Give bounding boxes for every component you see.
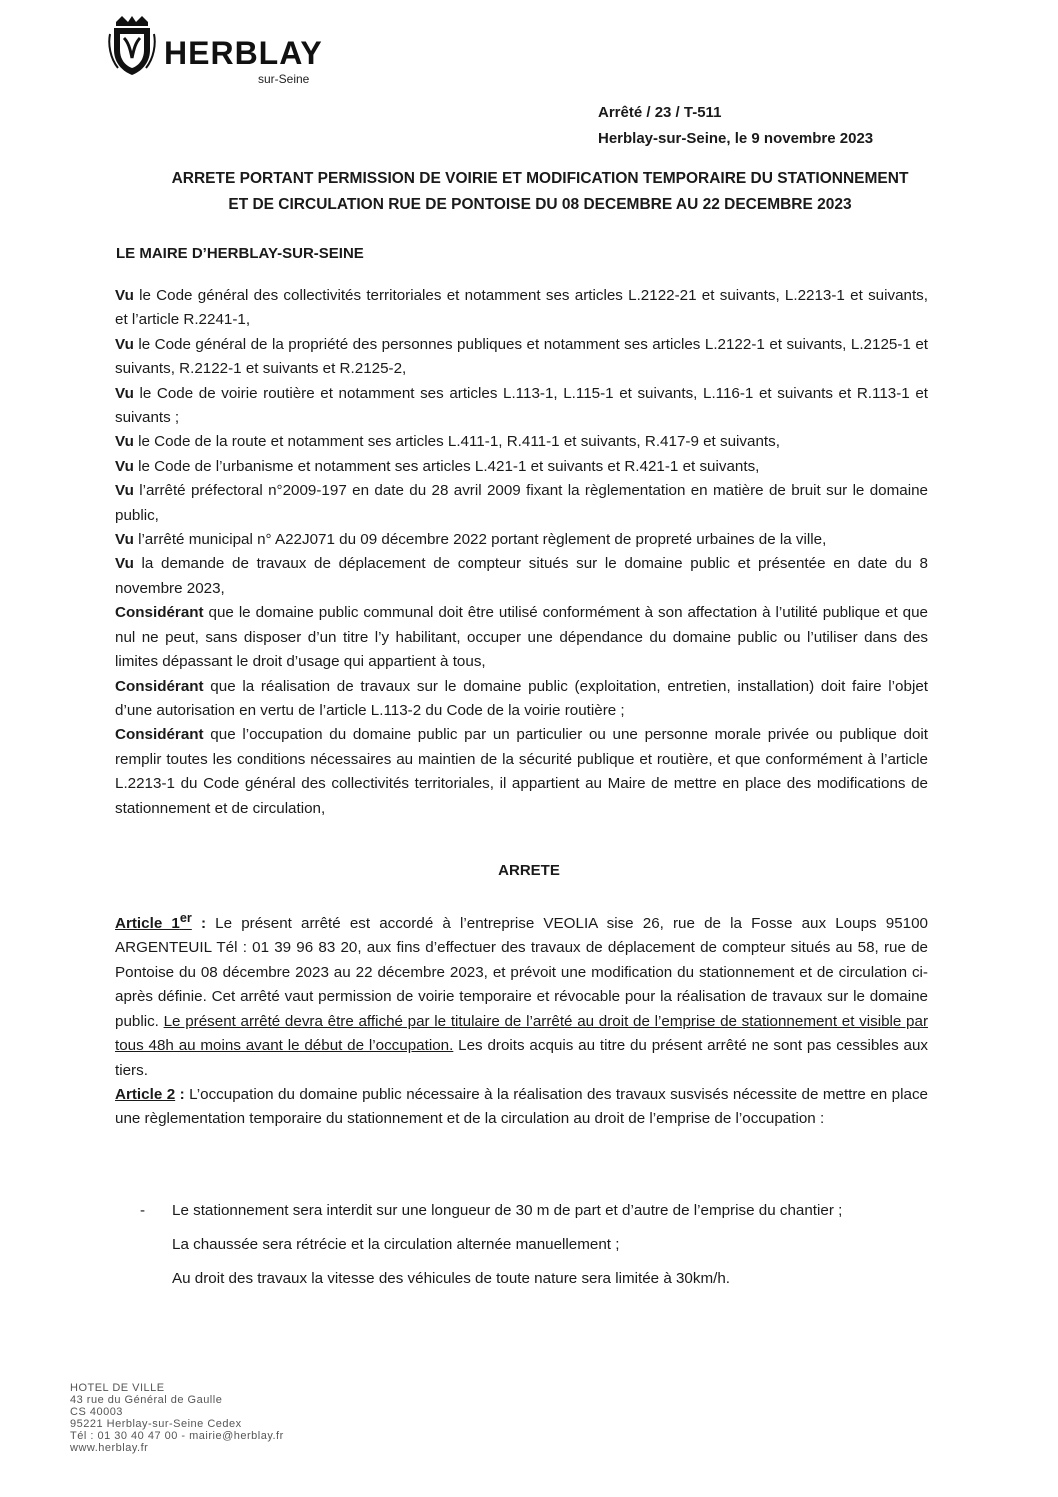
consideration-text: la demande de travaux de déplacement de compteur situés sur le domaine public et présentée en date du 8 novembre 2023, <box>115 555 928 597</box>
consideration-keyword: Vu <box>115 531 134 549</box>
article-2 <box>115 1083 928 1132</box>
consideration-keyword: Vu <box>115 384 134 402</box>
list-item <box>140 1194 928 1228</box>
consideration-item <box>115 552 928 601</box>
article-1-display-notice: Le présent arrêté devra être affiché par le titulaire de l’arrêté au droit de l’emprise de stationnement et visible par tous 48h au moins avant le début de l’occupation. <box>115 1012 928 1055</box>
list-bullet: - <box>140 1202 146 1219</box>
consideration-text: que le domaine public communal doit être utilisé conformément à son affectation à l’utilité publique et que nul ne peut, sans disposer d’un titre l’y habilitant, occuper une dépendance du domaine public ou l’utiliser dans des limites dépassant le droit d’usage qui appartient à tous, <box>115 604 928 671</box>
consideration-text: l’arrêté municipal n° A22J071 du 09 décembre 2022 portant règlement de propreté urbaines de la ville, <box>133 531 827 549</box>
decree-reference: Arrêté / 23 / T-511 <box>598 104 722 121</box>
consideration-keyword: Considérant <box>115 726 204 744</box>
consideration-keyword: Vu <box>115 457 134 475</box>
consideration-text: que la réalisation de travaux sur le domaine public (exploitation, entretien, installation) doit faire l’objet d’une autorisation en vertu de l’article L.113-2 du Code de la voirie routière ; <box>115 677 928 719</box>
measure-text: Au droit des travaux la vitesse des véhicules de toute nature sera limitée à 30km/h. <box>172 1270 731 1287</box>
article-1-label <box>115 911 207 933</box>
article-1-number: Article 1 <box>115 915 180 933</box>
footer-line: HOTEL DE VILLE <box>70 1382 165 1394</box>
reference-block <box>598 100 873 152</box>
traffic-measures-list <box>140 1194 928 1296</box>
article-2-colon: : <box>175 1085 185 1103</box>
consideration-item <box>115 455 928 479</box>
article-2-text: L’occupation du domaine public nécessaire à la réalisation des travaux susvisés nécessite de mettre en place une règlementation temporaire du stationnement et de la circulation au droit de l’emprise de l’occupation : <box>115 1085 928 1128</box>
city-hall-address <box>70 1382 284 1454</box>
consideration-text: le Code de la route et notamment ses articles L.411-1, R.411-1 et suivants, R.417-9 et suivants, <box>133 433 780 451</box>
consideration-text: le Code de l’urbanisme et notamment ses articles L.421-1 et suivants et R.421-1 et suivants, <box>133 457 760 475</box>
place-and-date: Herblay-sur-Seine, le 9 novembre 2023 <box>598 130 874 147</box>
considerations-list <box>115 284 928 821</box>
footer-contact: Tél : 01 30 40 47 00 - mairie@herblay.fr <box>70 1430 284 1442</box>
article-2-label <box>115 1086 185 1103</box>
consideration-item <box>115 479 928 528</box>
title-line-1: ARRETE PORTANT PERMISSION DE VOIRIE ET MODIFICATION TEMPORAIRE DU STATIONNEMENT <box>171 170 909 187</box>
city-logo <box>108 14 338 84</box>
logo-subtitle: sur-Seine <box>258 72 310 86</box>
measure-text: La chaussée sera rétrécie et la circulation alternée manuellement ; <box>172 1236 620 1253</box>
consideration-item <box>115 723 928 821</box>
consideration-keyword: Vu <box>115 555 134 573</box>
mayor-heading: LE MAIRE D’HERBLAY-SUR-SEINE <box>116 245 364 262</box>
consideration-item <box>115 601 928 674</box>
consideration-item <box>115 284 928 333</box>
article-1-superscript: er <box>179 911 192 925</box>
consideration-text: le Code de voirie routière et notamment ses articles L.113-1, L.115-1 et suivants, L.116-1 et suivants et R.113-1 et suivants ; <box>115 384 928 427</box>
consideration-item <box>115 430 928 454</box>
arrete-heading: ARRETE <box>498 862 560 879</box>
footer-website: www.herblay.fr <box>70 1442 149 1454</box>
decree-title <box>100 166 980 218</box>
footer-line: 95221 Herblay-sur-Seine Cedex <box>70 1418 242 1430</box>
logo-name: HERBLAY <box>164 35 323 71</box>
consideration-item <box>115 675 928 724</box>
consideration-keyword: Considérant <box>115 677 204 695</box>
consideration-item <box>115 528 928 552</box>
article-1-text-b: Les droits acquis au titre du présent arrêté ne sont pas cessibles aux tiers. <box>115 1037 928 1079</box>
consideration-text: l’arrêté préfectoral n°2009-197 en date du 28 avril 2009 fixant la règlementation en matière de bruit sur le domaine public, <box>115 482 928 524</box>
consideration-text: que l’occupation du domaine public par un particulier ou une personne morale privée ou publique doit remplir toutes les conditions nécessaires au maintien de la sécurité publique et routière, et que conformément à l’article L.2213-1 du Code général des collectivités territoriales, il appartient au Maire de mettre en place des modifications de stationnement et de circulation, <box>115 726 928 817</box>
consideration-text: le Code général des collectivités territoriales et notamment ses articles L.2122-21 et suivants, L.2213-1 et suivants, et l’article R.2241-1, <box>115 287 928 329</box>
article-1-title <box>115 911 192 933</box>
list-item <box>140 1228 928 1262</box>
article-2-title: Article 2 <box>115 1085 176 1103</box>
consideration-item <box>115 382 928 431</box>
coat-of-arms-icon <box>108 14 156 76</box>
consideration-item <box>115 333 928 382</box>
article-1 <box>115 906 928 1083</box>
title-line-2: ET DE CIRCULATION RUE DE PONTOISE DU 08 DECEMBRE AU 22 DECEMBRE 2023 <box>228 196 852 213</box>
consideration-keyword: Vu <box>115 482 134 500</box>
consideration-keyword: Vu <box>115 335 134 353</box>
article-1-text-a: Le présent arrêté est accordé à l’entreprise VEOLIA sise 26, rue de la Fosse aux Loups 95100 ARGENTEUIL Tél : 01 39 96 83 20, aux fins d’effectuer des travaux de déplacement de compteur situés au 58, rue de Pontoise du 08 décembre 2023 au 22 décembre 2023, et prévoit une modification du stationnement et de circulation ci-après définie. Cet arrêté vaut permission de voirie temporaire et révocable pour la réalisation de travaux sur le domaine public. <box>115 915 928 1030</box>
consideration-keyword: Considérant <box>115 604 204 622</box>
footer-line: 43 rue du Général de Gaulle <box>70 1394 223 1406</box>
articles-block <box>115 906 928 1132</box>
list-item <box>140 1262 928 1296</box>
consideration-keyword: Vu <box>115 287 134 304</box>
consideration-text: le Code général de la propriété des personnes publiques et notamment ses articles L.2122-1 et suivants, L.2125-1 et suivants, R.2122-1 et suivants et R.2125-2, <box>115 335 928 378</box>
footer-line: CS 40003 <box>70 1406 123 1418</box>
article-1-colon: : <box>191 915 207 933</box>
measure-text: Le stationnement sera interdit sur une longueur de 30 m de part et d’autre de l’emprise du chantier ; <box>172 1202 843 1219</box>
consideration-keyword: Vu <box>115 433 134 451</box>
